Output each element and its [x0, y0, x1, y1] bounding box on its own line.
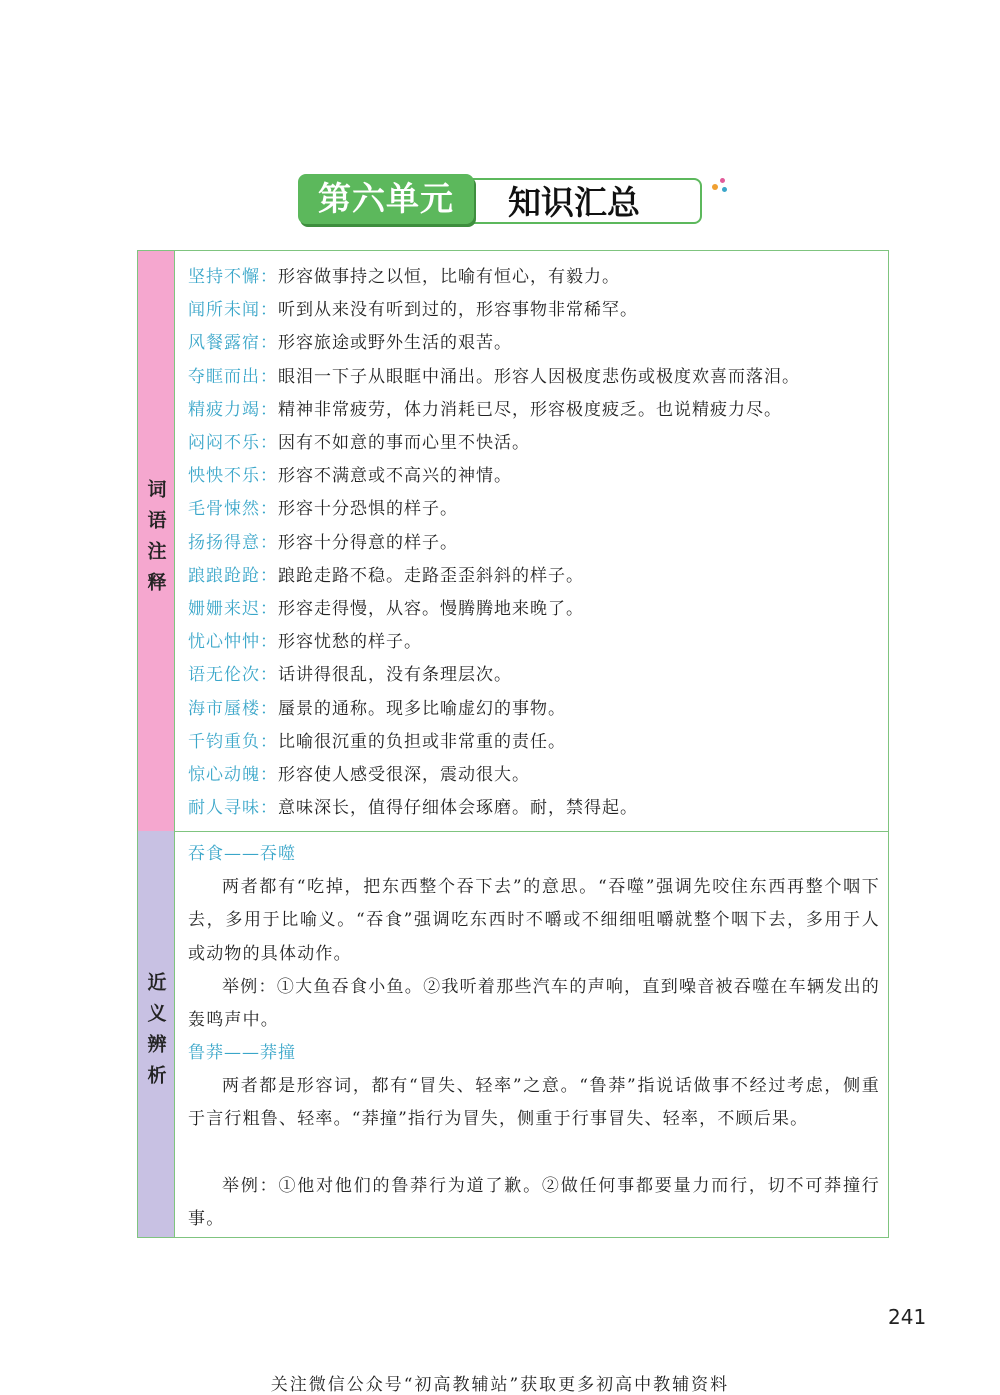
vocab-entry: [188, 793, 638, 823]
vocab-colon: ：: [260, 731, 278, 752]
vocab-definition: 形容做事持之以恒，比喻有恒心，有毅力。: [278, 267, 620, 287]
vocab-term: 千钧重负: [188, 731, 260, 752]
vocab-definition: 形容旅途或野外生活的艰苦。: [278, 333, 512, 354]
vocab-colon: ：: [260, 267, 278, 287]
vocab-entry: [188, 594, 584, 624]
vocab-colon: ：: [260, 300, 278, 321]
vocab-term: 姗姗来迟: [188, 599, 260, 619]
vocab-entry: [188, 727, 566, 757]
synonym-pair-title: 吞食——吞噬: [188, 844, 296, 864]
vocab-colon: ：: [260, 433, 278, 453]
unit-title-banner: [298, 174, 706, 228]
knowledge-table: [137, 250, 889, 1238]
vocab-colon: ：: [260, 798, 278, 819]
vocab-entry: [188, 262, 620, 292]
vocab-colon: ：: [260, 698, 278, 719]
vocab-entry: [188, 295, 638, 325]
vocab-term: 闻所未闻: [188, 300, 260, 321]
vocab-term: 怏怏不乐: [188, 466, 260, 487]
vocab-side-header: [138, 251, 175, 831]
vocab-term: 精疲力竭: [188, 399, 260, 420]
synonym-section: [138, 831, 888, 1237]
vocab-entry: [188, 395, 782, 425]
footer-note: 关注微信公众号“初高教辅站”获取更多初高中教辅资料: [270, 1375, 730, 1395]
vocab-colon: ：: [260, 665, 278, 686]
vocab-colon: ：: [260, 366, 278, 387]
vocab-entry: [188, 528, 458, 558]
page-title: 知识汇总: [458, 178, 702, 224]
vocab-definition: 形容走得慢，从容。慢腾腾地来晚了。: [278, 599, 584, 619]
vocab-colon: ：: [260, 399, 278, 420]
vocab-term: 扬扬得意: [188, 532, 260, 553]
decorative-dots-icon: [712, 178, 732, 194]
vocab-definition: 形容十分恐惧的样子。: [278, 499, 458, 520]
vocab-definition: 形容不满意或不高兴的神情。: [278, 466, 512, 487]
vocab-entry: [188, 494, 458, 524]
vocab-term: 风餐露宿: [188, 333, 260, 354]
vocab-term: 耐人寻味: [188, 798, 260, 819]
vocab-definition: 踉跄走路不稳。走路歪歪斜斜的样子。: [278, 565, 584, 586]
vocab-term: 忧心忡忡: [188, 632, 260, 653]
unit-label: 第六单元: [298, 174, 474, 224]
vocab-term: 毛骨悚然: [188, 499, 260, 520]
vocab-entry: [188, 461, 512, 491]
vocab-definition: 形容忧愁的样子。: [278, 632, 422, 653]
vocab-entry: [188, 328, 512, 358]
vocab-definition: 话讲得很乱，没有条理层次。: [278, 665, 512, 686]
vocab-colon: ：: [260, 599, 278, 619]
vocab-term: 语无伦次: [188, 665, 260, 686]
vocab-definition: 听到从来没有听到过的，形容事物非常稀罕。: [278, 300, 638, 321]
synonym-explanation: 两者都是形容词，都有“冒失、轻率”之意。“鲁莽”指说话做事不经过考虑，侧重于言行粗鲁、轻率。“莽撞”指行为冒失，侧重于行事冒失、轻率，不顾后果。: [188, 1076, 880, 1130]
page-number: 241: [888, 1305, 927, 1329]
vocab-definition: 形容使人感受很深，震动很大。: [278, 765, 530, 785]
vocab-section: [138, 251, 888, 832]
synonym-side-header: [138, 831, 175, 1237]
vocab-entry: [188, 760, 530, 790]
vocab-term: 坚持不懈: [188, 267, 260, 287]
vocab-entry: [188, 428, 530, 458]
vocab-definition: 精神非常疲劳，体力消耗已尽，形容极度疲乏。也说精疲力尽。: [278, 399, 782, 420]
vocab-term: 闷闷不乐: [188, 433, 260, 453]
vocab-colon: ：: [260, 765, 278, 785]
vocab-definition: 形容十分得意的样子。: [278, 532, 458, 553]
vocab-colon: ：: [260, 565, 278, 586]
vocab-term: 踉踉跄跄: [188, 565, 260, 586]
vocab-term: 惊心动魄: [188, 765, 260, 785]
vocab-side-label: 词语注释: [144, 479, 167, 603]
synonym-side-label: 近义辨析: [144, 972, 167, 1096]
vocab-definition: 因有不如意的事而心里不快活。: [278, 433, 530, 453]
vocab-colon: ：: [260, 333, 278, 354]
vocab-colon: ：: [260, 532, 278, 553]
vocab-colon: ：: [260, 466, 278, 487]
vocab-definition: 眼泪一下子从眼眶中涌出。形容人因极度悲伤或极度欢喜而落泪。: [278, 366, 800, 387]
vocab-colon: ：: [260, 499, 278, 520]
synonym-example: 举例：①大鱼吞食小鱼。②我听着那些汽车的声响，直到噪音被吞噬在车辆发出的轰鸣声中。: [188, 977, 880, 1031]
synonym-explanation: 两者都有“吃掉，把东西整个吞下去”的意思。“吞噬”强调先咬住东西再整个咽下去，多用于比喻义。“吞食”强调吃东西时不嚼或不细细咀嚼就整个咽下去，多用于人或动物的具体动作。: [188, 877, 880, 964]
vocab-term: 海市蜃楼: [188, 698, 260, 719]
vocab-entry: [188, 362, 800, 392]
vocab-entry: [188, 561, 584, 591]
vocab-definition: 蜃景的通称。现多比喻虚幻的事物。: [278, 698, 566, 719]
vocab-entry: [188, 627, 422, 657]
vocab-definition: 意味深长，值得仔细体会琢磨。耐，禁得起。: [278, 798, 638, 819]
synonym-pair-title: 鲁莽——莽撞: [188, 1043, 296, 1063]
vocab-entry: [188, 660, 512, 690]
synonym-example: 举例：①他对他们的鲁莽行为道了歉。②做任何事都要量力而行，切不可莽撞行事。: [188, 1176, 880, 1230]
vocab-definition: 比喻很沉重的负担或非常重的责任。: [278, 731, 566, 752]
vocab-entry: [188, 694, 566, 724]
vocab-term: 夺眶而出: [188, 366, 260, 387]
vocab-colon: ：: [260, 632, 278, 653]
